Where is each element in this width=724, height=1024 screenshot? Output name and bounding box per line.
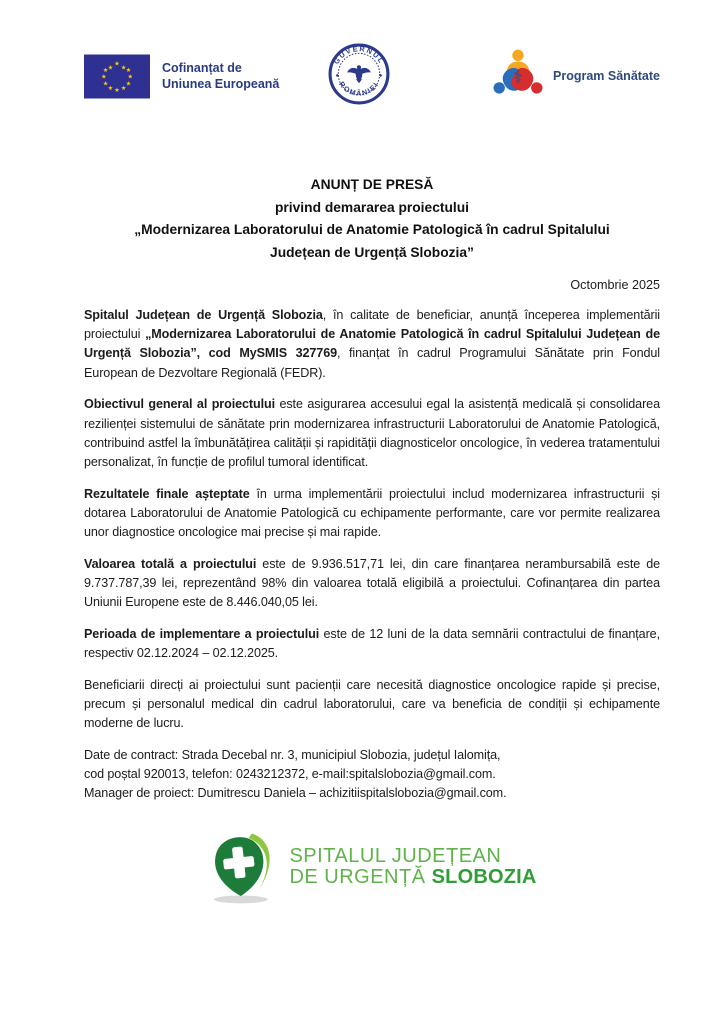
svg-text:★: ★ (102, 66, 109, 74)
contact-line: Date de contract: Strada Decebal nr. 3, municipiul Slobozia, județul Ialomița, (84, 747, 501, 762)
paragraph-text-run: în urma implementării proiectului includ modernizarea infrastructurii și dotarea Laboratorului de Anatomie Patologică cu echipamente performante, care vor permite realizarea unor diagnostice oncologice mai precise și mai rapide. (84, 486, 661, 540)
title-line: ANUNȚ DE PRESĂ (310, 177, 434, 192)
contact-line: cod poștal 920013, telefon: 0243212372, e-mail:spitalslobozia@gmail.com. (84, 767, 496, 782)
title-line: privind demararea proiectului (275, 199, 469, 215)
seal-bottom-text: ROMÂNIEI (337, 79, 381, 98)
contact-block (84, 746, 660, 804)
svg-text:★: ★ (102, 79, 109, 87)
paragraph-bold-run: Obiectivul general al proiectului (84, 397, 275, 412)
paragraph-bold-run: Valoarea totală a proiectului (84, 556, 257, 571)
paragraph-text-run: este asigurarea accesului egal la asistență medicală și consolidarea rezilienței sistemului de sănătate prin modernizarea infrastructurii Laboratorului de Anatomie Patologică, contribuind astfel la îmbunătățirea calității și rapidității diagnosticelor oncologice, în vederea tratamentului personalizat, în funcție de profilul tumoral identificat. (84, 397, 660, 469)
paragraph-bold-run: Perioada de implementare a proiectului (84, 626, 320, 641)
seal-top-text: GUVERNUL (331, 43, 387, 66)
paragraph-text-run: , în calitate de beneficiar, anunță începerea implementării proiectului (84, 308, 660, 342)
paragraph-bold-run: Rezultatele finale așteptate (84, 486, 250, 501)
caduceus-icon: ⚕ (513, 67, 523, 88)
svg-text:★: ★ (127, 73, 133, 81)
hospital-name-line2-regular: DE URGENȚĂ (289, 866, 432, 889)
paragraph (84, 555, 660, 613)
svg-text:★: ★ (125, 66, 132, 74)
eu-label-line2: Uniunea Europeană (162, 77, 280, 91)
program-sanatate-logo (489, 46, 660, 106)
hospital-name-line2-bold: SLOBOZIA (431, 866, 537, 889)
svg-text:★: ★ (101, 73, 107, 81)
program-sanatate-label: Program Sănătate (553, 69, 660, 83)
eu-flag-icon (84, 54, 150, 99)
svg-text:★: ★ (125, 79, 132, 87)
title-line: „Modernizarea Laboratorului de Anatomie Patologică în cadrul Spitalului (134, 222, 610, 237)
hospital-name-line1: SPITALUL JUDEȚEAN (289, 845, 502, 868)
title-line: Județean de Urgență Slobozia” (270, 244, 474, 260)
government-seal-logo (328, 43, 390, 110)
svg-text:◆: ◆ (379, 72, 383, 78)
svg-text:★: ★ (120, 84, 127, 92)
svg-text:★: ★ (114, 86, 120, 94)
paragraph-text-run: este de 12 luni de la data semnării contractului de finanțare, respectiv 02.12.2024 – 02.12.2025. (84, 626, 660, 661)
date-line: Octombrie 2025 (570, 278, 660, 292)
svg-text:★: ★ (114, 60, 120, 67)
logo-header (84, 40, 660, 112)
hospital-logo (84, 829, 660, 905)
program-sanatate-icon (489, 46, 547, 106)
svg-text:★: ★ (107, 63, 114, 71)
paragraph-text-run: Beneficiarii direcți ai proiectului sunt pacienții care necesită diagnostice oncologice rapide și precise, precum și personalul medical din cadrul laboratorului, care va beneficia de condiții și echipamente moderne de lucru. (84, 677, 660, 731)
paragraph-bold-run: „Modernizarea Laboratorului de Anatomie Patologică în cadrul Spitalului Județean de Urgență Slobozia”, cod MySMIS 327769 (84, 327, 661, 361)
paragraph (84, 625, 660, 663)
svg-text:★: ★ (107, 84, 114, 92)
document-title (84, 174, 660, 264)
eu-cofinance-label (162, 60, 279, 93)
paragraph (84, 676, 660, 734)
eu-cofinance-logo (84, 54, 279, 99)
paragraph (84, 395, 660, 472)
eu-label-line1: Cofinanțat de (162, 60, 242, 75)
hospital-cross-icon (207, 829, 279, 905)
contact-line: Manager de proiect: Dumitrescu Daniela – achizitiispitalslobozia@gmail.com. (84, 786, 507, 801)
svg-text:★: ★ (120, 63, 127, 71)
paragraph-text-run: , finanțat în cadrul Programului Sănătate prin Fondul European de Dezvoltare Regională (FEDR). (84, 346, 660, 380)
guvernul-romaniei-seal-icon (328, 43, 390, 105)
svg-text:◆: ◆ (335, 72, 340, 78)
paragraph-bold-run: Spitalul Județean de Urgență Slobozia (84, 308, 323, 322)
hospital-name-line2 (289, 867, 536, 888)
hospital-logo-text (289, 846, 536, 888)
paragraph (84, 306, 660, 383)
paragraph (84, 485, 660, 543)
paragraph-text-run: este de 9.936.517,71 lei, din care finanțarea nerambursabilă este de 9.737.787,39 lei, reprezentând 98% din valoarea totală eligibilă a proiectului. Cofinanțarea din partea Uniunii Europene este de 8.446.040,05 lei. (84, 556, 661, 610)
body-paragraphs (84, 306, 660, 733)
